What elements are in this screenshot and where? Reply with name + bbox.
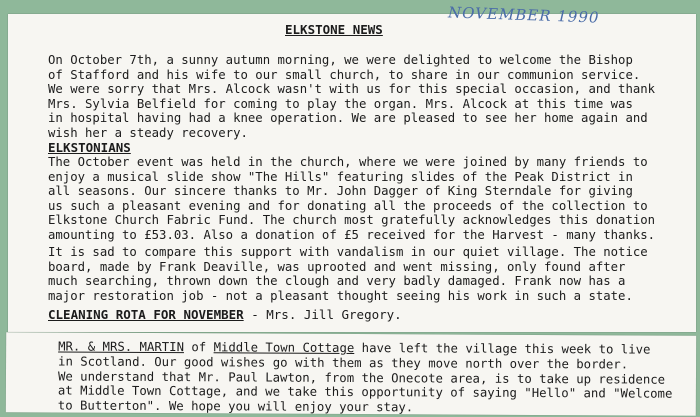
text-line: in Scotland. Our good wishes go with them as they move north over the border. bbox=[58, 354, 629, 372]
text-line: Mrs. Sylvia Belfield for coming to play the organ. Mrs. Alcock at this time was bbox=[48, 96, 633, 111]
text-line: much searching, thrown down the clough and very badly damaged. Frank now has a bbox=[48, 274, 626, 289]
handwritten-date: NOVEMBER 1990 bbox=[447, 3, 600, 27]
text-fragment: of bbox=[183, 340, 214, 355]
text-line: The October event was held in the church, where we were joined by many friends to bbox=[48, 155, 648, 169]
text-line: amounting to £53.03. Also a donation of £5 received for the Harvest - many thanks. bbox=[48, 227, 656, 242]
text-line: to Butterton". We hope you will enjoy your stay. bbox=[57, 398, 414, 415]
text-line: in hospital having had a knee operation. We are pleased to see her home again and bbox=[48, 111, 648, 126]
text-line: wish her a steady recovery. bbox=[48, 125, 248, 140]
text-line: It is sad to compare this support with vandalism in our quiet village. The notice bbox=[48, 245, 648, 259]
text-line: all seasons. Our sincere thanks to Mr. John Dagger of King Sterndale for giving bbox=[48, 184, 633, 199]
place-middle-town-cottage: Middle Town Cottage bbox=[213, 340, 355, 356]
name-martin: MR. & MRS. MARTIN bbox=[58, 339, 185, 355]
article-clipping-martin bbox=[6, 332, 696, 416]
text-line: We understand that Mr. Paul Lawton, from the Onecote area, is to take up residence bbox=[57, 369, 666, 387]
text-line: Elkstone Church Fabric Fund. The church most gratefully acknowledges this donation bbox=[48, 213, 656, 228]
text-fragment: have left the village this week to live bbox=[354, 341, 651, 357]
text-line: board, made by Frank Deaville, was uprooted and went missing, only found after bbox=[48, 259, 626, 274]
article-title: ELKSTONE NEWS bbox=[285, 22, 383, 37]
cleaning-rota bbox=[48, 307, 402, 322]
text-line: us such a pleasant evening and for donating all the proceeds of the collection to bbox=[48, 198, 648, 213]
cleaning-rota-label: CLEANING ROTA FOR NOVEMBER bbox=[48, 307, 244, 322]
paragraph-bishop-visit bbox=[48, 53, 688, 141]
cleaning-rota-name: - Mrs. Jill Gregory. bbox=[243, 307, 402, 322]
section-title-elkstonians: ELKSTONIANS bbox=[48, 140, 131, 155]
text-line: On October 7th, a sunny autumn morning, we were delighted to welcome the Bishop bbox=[48, 53, 633, 67]
paragraph-martin-move bbox=[58, 339, 698, 416]
paragraph-slide-show bbox=[48, 155, 688, 243]
text-line: enjoy a musical slide show "The Hills" featuring slides of the Peak District in bbox=[48, 169, 633, 184]
text-line: of Stafford and his wife to our small church, to share in our communion service. bbox=[48, 67, 641, 82]
text-line: major restoration job - not a pleasant thought seeing his work in such a state. bbox=[48, 288, 633, 303]
text-line: at Middle Town Cottage, and we take this opportunity of saying "Hello" and "Welcome bbox=[57, 383, 673, 402]
paragraph-vandalism bbox=[48, 245, 688, 303]
text-line: We were sorry that Mrs. Alcock wasn't with us for this special occasion, and thank bbox=[48, 82, 656, 97]
